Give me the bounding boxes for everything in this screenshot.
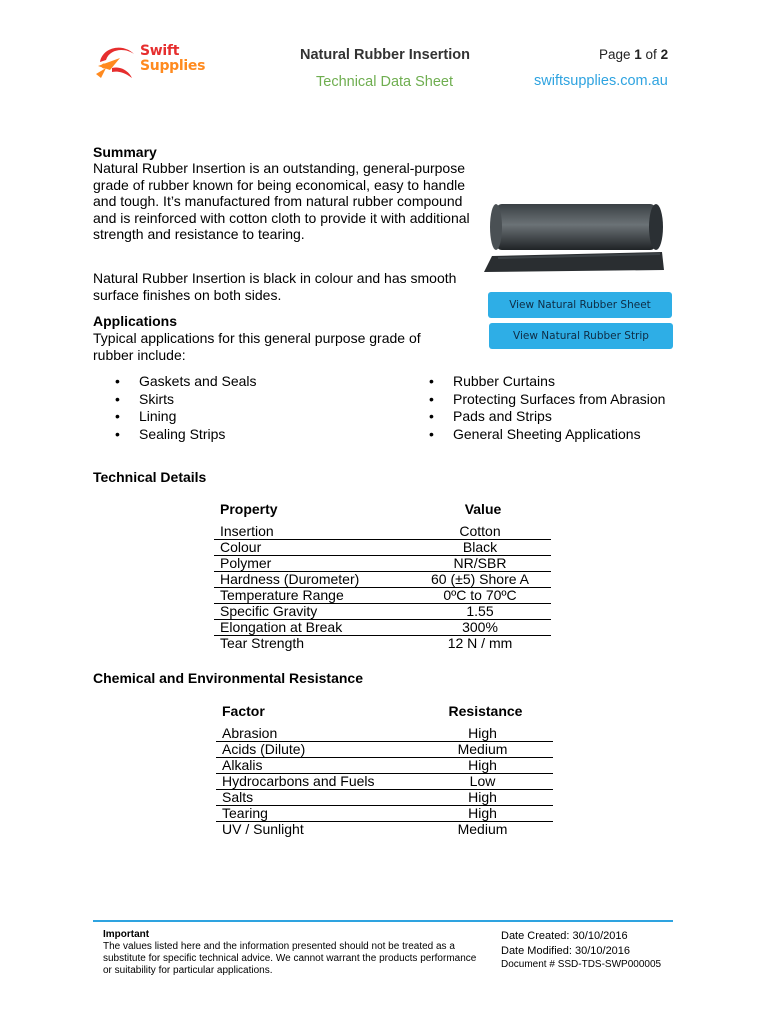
- document-title: Natural Rubber Insertion: [300, 47, 470, 63]
- logo-word-swift: Swift: [140, 43, 180, 59]
- table-cell: 60 (±5) Shore A: [409, 572, 551, 588]
- important-text: The values listed here and the information presented should not be treated as a substitute for specific technical advice. We cannot warrant the products performance or suitability for particular applications.: [103, 941, 477, 976]
- list-item: • General Sheeting Applications: [429, 426, 665, 444]
- date-created: Date Created: 30/10/2016: [501, 930, 628, 942]
- date-modified: Date Modified: 30/10/2016: [501, 944, 631, 957]
- table-row: [214, 540, 551, 556]
- table-cell: Insertion: [214, 524, 409, 540]
- table-row: [214, 636, 551, 652]
- table-cell: Specific Gravity: [214, 604, 409, 620]
- summary-paragraph-1: Natural Rubber Insertion is an outstanding, general-purpose grade of rubber known for being economical, easy to handle and tough. It’s manufactured from natural rubber compound and is reinforced with cotton cloth to provide it with additional strength and resistance to tearing.: [93, 160, 470, 243]
- footer-divider: [93, 920, 673, 922]
- table-row: [216, 822, 553, 838]
- table-row: [214, 572, 551, 588]
- view-sheet-button[interactable]: View Natural Rubber Sheet: [488, 292, 672, 318]
- table-row: [214, 588, 551, 604]
- view-strip-button[interactable]: View Natural Rubber Strip: [489, 323, 673, 349]
- table-cell: Abrasion: [216, 726, 412, 742]
- applications-list-right: [429, 373, 665, 443]
- table-header-factor: Factor: [222, 703, 265, 719]
- table-cell: Cotton: [409, 524, 551, 540]
- table-cell: Temperature Range: [214, 588, 409, 604]
- table-cell: Hydrocarbons and Fuels: [216, 774, 412, 790]
- document-subtitle: Technical Data Sheet: [316, 74, 454, 90]
- table-row: [214, 604, 551, 620]
- table-header-resistance: Resistance: [448, 703, 523, 719]
- list-item: • Sealing Strips: [115, 426, 257, 444]
- table-cell: UV / Sunlight: [222, 821, 304, 837]
- applications-intro: Typical applications for this general purpose grade of rubber include:: [93, 330, 421, 363]
- logo-word-supplies: Supplies: [140, 58, 206, 74]
- swift-bird-logo-icon: [92, 40, 140, 86]
- website-link[interactable]: swiftsupplies.com.au: [534, 73, 668, 89]
- table-header-property: Property: [220, 501, 278, 517]
- table-row: [214, 556, 551, 572]
- applications-list-left: [115, 373, 257, 443]
- important-heading: Important: [103, 929, 150, 940]
- chemical-resistance-table: [216, 703, 553, 837]
- document-metadata: [501, 929, 661, 973]
- table-cell: Tear Strength: [220, 635, 305, 651]
- page-number: [599, 47, 668, 62]
- table-row: [216, 806, 553, 822]
- list-item: • Protecting Surfaces from Abrasion: [429, 391, 665, 409]
- table-cell: 1.55: [409, 604, 551, 620]
- table-row: [216, 726, 553, 742]
- table-cell: Elongation at Break: [214, 620, 409, 636]
- table-cell: Low: [412, 774, 553, 790]
- page-total: 2: [660, 47, 669, 62]
- rubber-roll-image: [484, 196, 666, 276]
- table-row: [216, 758, 553, 774]
- table-row: [214, 620, 551, 636]
- table-cell: Alkalis: [216, 758, 412, 774]
- table-cell: 12 N / mm: [447, 635, 513, 651]
- technical-details-table: [214, 501, 551, 651]
- table-header-value: Value: [464, 501, 502, 517]
- summary-heading: Summary: [93, 144, 157, 160]
- table-cell: 0ºC to 70ºC: [409, 588, 551, 604]
- table-cell: 300%: [409, 620, 551, 636]
- table-row: [216, 774, 553, 790]
- list-item: • Lining: [115, 408, 257, 426]
- table-cell: Salts: [216, 790, 412, 806]
- table-cell: Medium: [412, 742, 553, 758]
- page-of: of: [641, 47, 661, 62]
- company-logo: [92, 40, 212, 86]
- page-prefix: Page: [599, 47, 635, 62]
- table-cell: Polymer: [214, 556, 409, 572]
- table-cell: Acids (Dilute): [216, 742, 412, 758]
- table-cell: Medium: [457, 821, 508, 837]
- table-cell: High: [412, 806, 553, 822]
- table-cell: High: [412, 758, 553, 774]
- table-cell: High: [412, 726, 553, 742]
- list-item: • Rubber Curtains: [429, 373, 665, 391]
- technical-details-heading: Technical Details: [93, 469, 207, 485]
- table-cell: Colour: [214, 540, 409, 556]
- table-cell: High: [412, 790, 553, 806]
- applications-heading: Applications: [93, 313, 178, 329]
- table-row: [216, 742, 553, 758]
- table-cell: Hardness (Durometer): [214, 572, 409, 588]
- document-number: Document # SSD-TDS-SWP000005: [501, 959, 662, 970]
- list-item: • Gaskets and Seals: [115, 373, 257, 391]
- table-cell: Black: [409, 540, 551, 556]
- table-row: [214, 524, 551, 540]
- summary-paragraph-2: Natural Rubber Insertion is black in colour and has smooth surface finishes on both sides.: [93, 270, 457, 303]
- list-item: • Skirts: [115, 391, 257, 409]
- table-cell: Tearing: [216, 806, 412, 822]
- chemical-resistance-heading: Chemical and Environmental Resistance: [93, 670, 363, 686]
- table-cell: NR/SBR: [409, 556, 551, 572]
- page-current: 1: [634, 47, 642, 62]
- table-row: [216, 790, 553, 806]
- list-item: • Pads and Strips: [429, 408, 665, 426]
